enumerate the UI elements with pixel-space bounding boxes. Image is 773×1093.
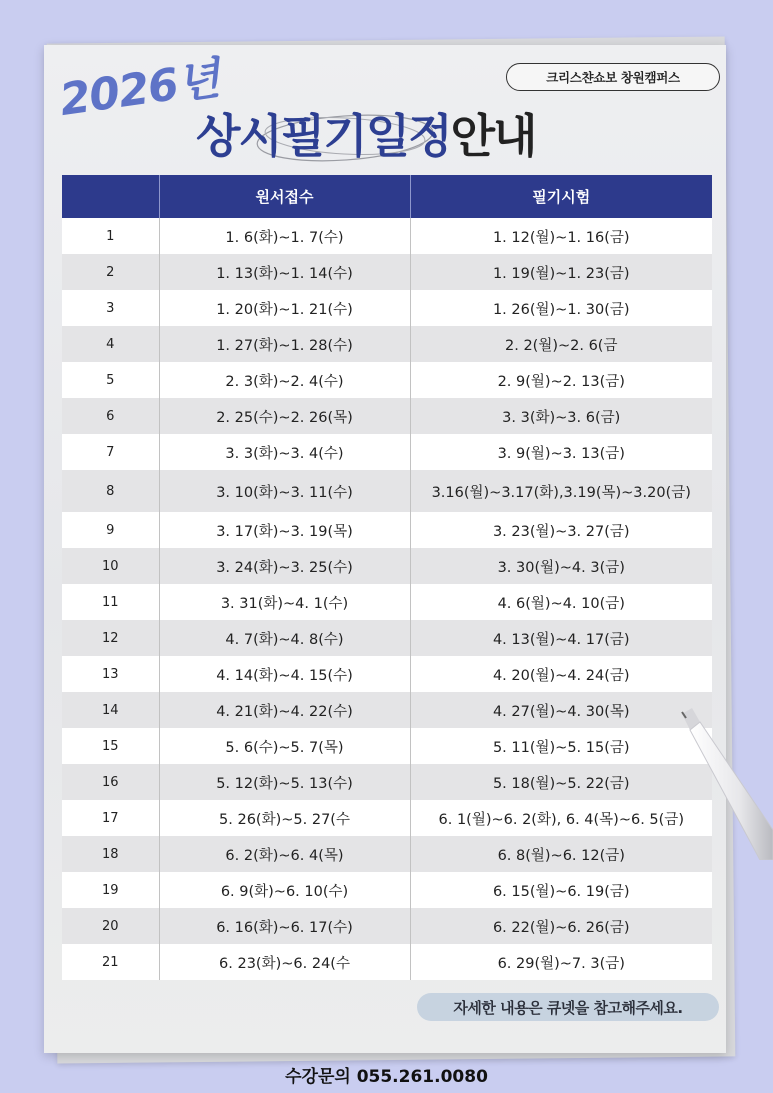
table-row bbox=[62, 512, 712, 548]
application-period: 3. 31(화)~4. 1(수) bbox=[159, 584, 410, 620]
header-number bbox=[62, 175, 159, 218]
table-row bbox=[62, 656, 712, 692]
table-row bbox=[62, 470, 712, 512]
application-period: 5. 6(수)~5. 7(목) bbox=[159, 728, 410, 764]
exam-period: 6. 8(월)~6. 12(금) bbox=[410, 836, 712, 872]
qnet-note: 자세한 내용은 큐넷을 참고해주세요. bbox=[417, 993, 719, 1021]
row-number: 16 bbox=[62, 764, 159, 800]
application-period: 1. 13(화)~1. 14(수) bbox=[159, 254, 410, 290]
row-number: 21 bbox=[62, 944, 159, 980]
application-period: 6. 23(화)~6. 24(수 bbox=[159, 944, 410, 980]
table-row bbox=[62, 434, 712, 470]
table-row bbox=[62, 692, 712, 728]
application-period: 2. 25(수)~2. 26(목) bbox=[159, 398, 410, 434]
exam-period: 3.16(월)~3.17(화),3.19(목)~3.20(금) bbox=[410, 470, 712, 512]
row-number: 18 bbox=[62, 836, 159, 872]
application-period: 4. 7(화)~4. 8(수) bbox=[159, 620, 410, 656]
table-row bbox=[62, 908, 712, 944]
table-row bbox=[62, 290, 712, 326]
table-body bbox=[62, 218, 712, 980]
exam-period: 1. 12(월)~1. 16(금) bbox=[410, 218, 712, 254]
exam-period: 4. 6(월)~4. 10(금) bbox=[410, 584, 712, 620]
application-period: 6. 16(화)~6. 17(수) bbox=[159, 908, 410, 944]
row-number: 20 bbox=[62, 908, 159, 944]
year-label: 2026년 bbox=[56, 53, 223, 127]
row-number: 2 bbox=[62, 254, 159, 290]
pen-icon bbox=[670, 700, 773, 860]
header-application: 원서접수 bbox=[159, 175, 410, 218]
page-title bbox=[196, 100, 536, 166]
row-number: 1 bbox=[62, 218, 159, 254]
table-row bbox=[62, 398, 712, 434]
table-row bbox=[62, 620, 712, 656]
application-period: 3. 3(화)~3. 4(수) bbox=[159, 434, 410, 470]
table-row bbox=[62, 326, 712, 362]
contact-phone: 수강문의 055.261.0080 bbox=[285, 1067, 488, 1087]
exam-period: 4. 13(월)~4. 17(금) bbox=[410, 620, 712, 656]
row-number: 13 bbox=[62, 656, 159, 692]
campus-badge: 크리스챤쇼보 창원캠퍼스 bbox=[506, 63, 720, 91]
row-number: 10 bbox=[62, 548, 159, 584]
header-exam: 필기시험 bbox=[410, 175, 712, 218]
application-period: 2. 3(화)~2. 4(수) bbox=[159, 362, 410, 398]
table-row bbox=[62, 872, 712, 908]
title-blue-part: 상시필기일정 bbox=[196, 109, 451, 163]
table-row bbox=[62, 254, 712, 290]
row-number: 11 bbox=[62, 584, 159, 620]
table-row bbox=[62, 944, 712, 980]
exam-period: 6. 29(월)~7. 3(금) bbox=[410, 944, 712, 980]
row-number: 7 bbox=[62, 434, 159, 470]
application-period: 1. 20(화)~1. 21(수) bbox=[159, 290, 410, 326]
table-row bbox=[62, 218, 712, 254]
title-dark-part: 안내 bbox=[450, 109, 536, 163]
row-number: 9 bbox=[62, 512, 159, 548]
exam-period: 1. 19(월)~1. 23(금) bbox=[410, 254, 712, 290]
table-row bbox=[62, 764, 712, 800]
application-period: 3. 10(화)~3. 11(수) bbox=[159, 470, 410, 512]
exam-period: 1. 26(월)~1. 30(금) bbox=[410, 290, 712, 326]
table-row bbox=[62, 836, 712, 872]
application-period: 5. 12(화)~5. 13(수) bbox=[159, 764, 410, 800]
row-number: 3 bbox=[62, 290, 159, 326]
exam-period: 5. 11(월)~5. 15(금) bbox=[410, 728, 712, 764]
row-number: 15 bbox=[62, 728, 159, 764]
exam-period: 6. 22(월)~6. 26(금) bbox=[410, 908, 712, 944]
application-period: 4. 14(화)~4. 15(수) bbox=[159, 656, 410, 692]
exam-period: 2. 2(월)~2. 6(금 bbox=[410, 326, 712, 362]
exam-period: 5. 18(월)~5. 22(금) bbox=[410, 764, 712, 800]
schedule-table bbox=[62, 175, 712, 980]
row-number: 5 bbox=[62, 362, 159, 398]
table-row bbox=[62, 800, 712, 836]
exam-period: 6. 1(월)~6. 2(화), 6. 4(목)~6. 5(금) bbox=[410, 800, 712, 836]
exam-period: 4. 27(월)~4. 30(목) bbox=[410, 692, 712, 728]
exam-period: 3. 3(화)~3. 6(금) bbox=[410, 398, 712, 434]
exam-period: 2. 9(월)~2. 13(금) bbox=[410, 362, 712, 398]
application-period: 5. 26(화)~5. 27(수 bbox=[159, 800, 410, 836]
row-number: 12 bbox=[62, 620, 159, 656]
row-number: 19 bbox=[62, 872, 159, 908]
application-period: 1. 27(화)~1. 28(수) bbox=[159, 326, 410, 362]
application-period: 3. 17(화)~3. 19(목) bbox=[159, 512, 410, 548]
application-period: 3. 24(화)~3. 25(수) bbox=[159, 548, 410, 584]
table-header-row bbox=[62, 175, 712, 218]
application-period: 4. 21(화)~4. 22(수) bbox=[159, 692, 410, 728]
row-number: 17 bbox=[62, 800, 159, 836]
row-number: 4 bbox=[62, 326, 159, 362]
application-period: 1. 6(화)~1. 7(수) bbox=[159, 218, 410, 254]
row-number: 8 bbox=[62, 470, 159, 512]
table-row bbox=[62, 548, 712, 584]
application-period: 6. 9(화)~6. 10(수) bbox=[159, 872, 410, 908]
exam-period: 4. 20(월)~4. 24(금) bbox=[410, 656, 712, 692]
table-row bbox=[62, 728, 712, 764]
table-row bbox=[62, 584, 712, 620]
row-number: 6 bbox=[62, 398, 159, 434]
table-row bbox=[62, 362, 712, 398]
exam-period: 6. 15(월)~6. 19(금) bbox=[410, 872, 712, 908]
row-number: 14 bbox=[62, 692, 159, 728]
exam-period: 3. 9(월)~3. 13(금) bbox=[410, 434, 712, 470]
application-period: 6. 2(화)~6. 4(목) bbox=[159, 836, 410, 872]
exam-period: 3. 23(월)~3. 27(금) bbox=[410, 512, 712, 548]
exam-period: 3. 30(월)~4. 3(금) bbox=[410, 548, 712, 584]
